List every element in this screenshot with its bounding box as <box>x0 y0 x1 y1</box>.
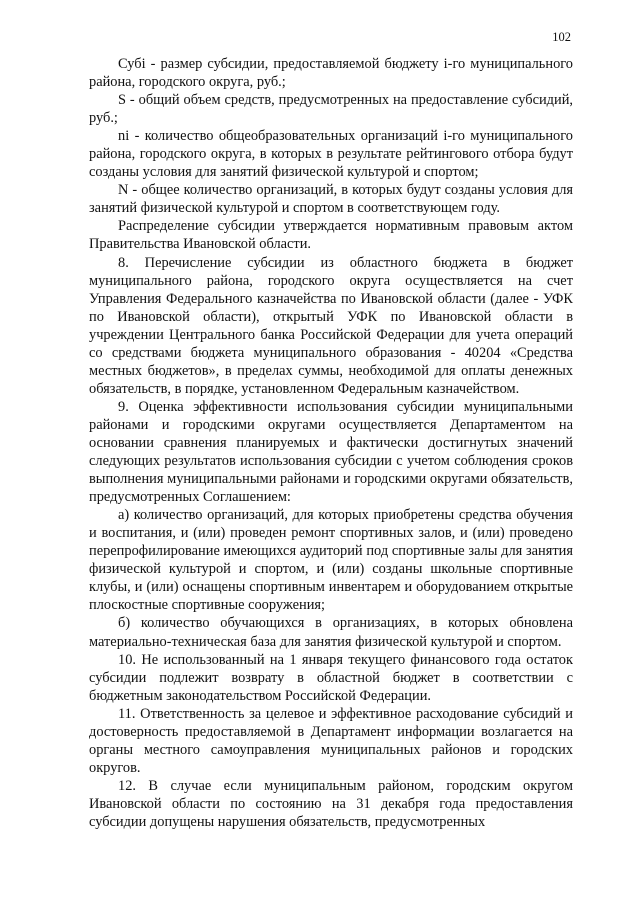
paragraph-item-11: 11. Ответственность за целевое и эффективное расходование субсидий и достоверность предоставляемой в Департамент информации возлагается на органы местного самоуправления муниципальных районов и городских округов. <box>89 705 573 776</box>
paragraph-item-9a: а) количество организаций, для которых приобретены средства обучения и воспитания, и (или) проведен ремонт спортивных залов, и (или) проведено перепрофилирование имеющихся аудиторий под спортивные залы для занятия физической культурой и спортом, и (или) созданы школьные спортивные клубы, и (или) оснащены спортивным инвентарем и оборудованием открытые плоскостные спортивные сооружения; <box>89 507 573 614</box>
paragraph-item-10: 10. Не использованный на 1 января текущего финансового года остаток субсидии подлежит возврату в областной бюджет в соответствии с бюджетным законодательством Российской Федерации. <box>89 651 573 704</box>
paragraph-item-9: 9. Оценка эффективности использования субсидии муниципальными районами и городскими округами осуществляется Департаментом на основании сравнения планируемых и фактически достигнутых значений следующих результатов использования субсидии с учетом соблюдения сроков выполнения муниципальными районами и городскими округами обязательств, предусмотренных Соглашением: <box>89 398 573 506</box>
paragraph-item-9b: б) количество обучающихся в организациях, в которых обновлена материально-техническая база для занятия физической культурой и спортом. <box>89 615 573 650</box>
paragraph-distribution-approval: Распределение субсидии утверждается нормативным правовым актом Правительства Ивановской области. <box>89 218 573 253</box>
page-number: 102 <box>552 30 571 44</box>
document-body <box>89 55 573 831</box>
paragraph-organizations-count-definition: ni - количество общеобразовательных организаций і-го муниципального района, городского округа, в которых в результате рейтингового отбора будут созданы условия для занятий физической культурой и спортом; <box>89 128 573 181</box>
paragraph-total-funds-definition: S - общий объем средств, предусмотренных на предоставление субсидий, руб.; <box>89 92 573 127</box>
paragraph-total-organizations-definition: N - общее количество организаций, в которых будут созданы условия для занятий физической культурой и спортом в соответствующем году. <box>89 182 573 217</box>
paragraph-item-8: 8. Перечисление субсидии из областного бюджета в бюджет муниципального района, городского округа осуществляется на счет Управления Федерального казначейства по Ивановской области (далее - УФК по Ивановской области), открытый УФК по Ивановской области в учреждении Центрального банка Российской Федерации для учета операций со средствами бюджета муниципального образования - 40204 «Средства местных бюджетов», в пределах суммы, необходимой для оплаты денежных обязательств, в порядке, установленном Федеральным казначейством. <box>89 254 573 397</box>
paragraph-subsidy-size-definition: Субі - размер субсидии, предоставляемой бюджету і-го муниципального района, городского округа, руб.; <box>89 56 573 91</box>
paragraph-item-12: 12. В случае если муниципальным районом, городским округом Ивановской области по состоянию на 31 декабря года предоставления субсидии допущены нарушения обязательств, предусмотренных <box>89 777 573 830</box>
